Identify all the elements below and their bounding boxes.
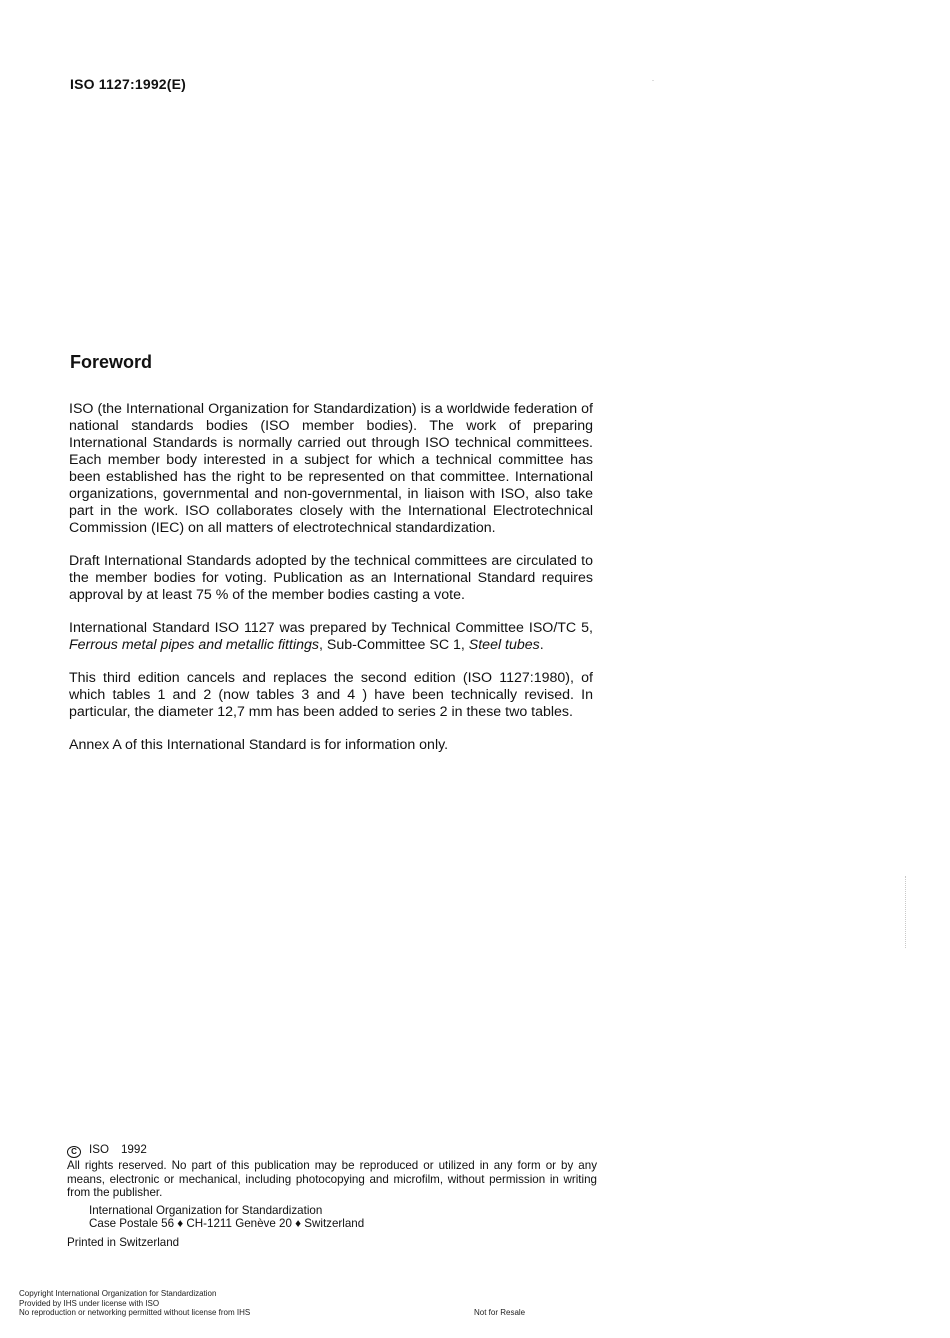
- copyright-icon: C: [67, 1146, 81, 1158]
- rights-notice: All rights reserved. No part of this publication may be reproduced or utilized in any form or by any means, electronic or mechanical, including photocopying and microfilm, without permission in writing from the publisher.: [67, 1159, 597, 1199]
- scan-speck: [652, 80, 654, 81]
- foreword-paragraph-5: Annex A of this International Standard is for information only.: [69, 737, 449, 753]
- document-id: ISO 1127:1992(E): [70, 76, 187, 92]
- footer-line-1: Copyright International Organization for Standardization: [19, 1289, 217, 1298]
- paragraph-3-text-c: .: [539, 637, 544, 653]
- copyright-org: ISO: [89, 1143, 109, 1156]
- committee-title: Ferrous metal pipes and metallic fittings: [69, 637, 319, 653]
- copyright-year: 1992: [120, 1143, 147, 1156]
- foreword-paragraph-4: This third edition cancels and replaces the second edition (ISO 1127:1980), of which tables 1 and 2 (now tables 3 and 4 ) have been technically revised. In particular, the diameter 12,7 mm has been added to series 2 in these two tables.: [69, 670, 593, 720]
- foreword-body: [69, 401, 593, 770]
- subcommittee-title: Steel tubes: [468, 637, 540, 653]
- paragraph-3-text-a: International Standard ISO 1127 was prepared by Technical Committee ISO/TC 5,: [69, 620, 593, 636]
- publisher-address: [89, 1204, 597, 1231]
- foreword-heading: Foreword: [70, 352, 153, 372]
- copyright-line: [67, 1143, 597, 1158]
- not-for-resale-notice: Not for Resale: [474, 1308, 526, 1317]
- foreword-paragraph-3: [69, 620, 593, 654]
- footer-line-3: No reproduction or networking permitted without license from IHS: [19, 1308, 251, 1317]
- address-line-2: Case Postale 56 ♦ CH-1211 Genève 20 ♦ Switzerland: [89, 1217, 365, 1230]
- copyright-block: [67, 1143, 597, 1249]
- foreword-paragraph-1: ISO (the International Organization for Standardization) is a worldwide federation of national standards bodies (ISO member bodies). The work of preparing International Standards is normally carried out through ISO technical committees. Each member body interested in a subject for which a technical committee has been established has the right to be represented on that committee. International organizations, governmental and non-governmental, in liaison with ISO, also take part in the work. ISO collaborates closely with the International Electrotechnical Commission (IEC) on all matters of electrotechnical standardization.: [69, 401, 593, 536]
- margin-scan-marks: [905, 876, 907, 948]
- license-footer: [19, 1289, 250, 1318]
- foreword-paragraph-2: Draft International Standards adopted by the technical committees are circulated to the member bodies for voting. Publication as an International Standard requires approval by at least 75 % of the member bodies casting a vote.: [69, 553, 593, 603]
- paragraph-3-text-b: , Sub-Committee SC 1,: [318, 637, 469, 653]
- printed-in: Printed in Switzerland: [67, 1235, 180, 1249]
- footer-line-2: Provided by IHS under license with ISO: [19, 1298, 160, 1308]
- address-line-1: International Organization for Standardization: [89, 1203, 323, 1217]
